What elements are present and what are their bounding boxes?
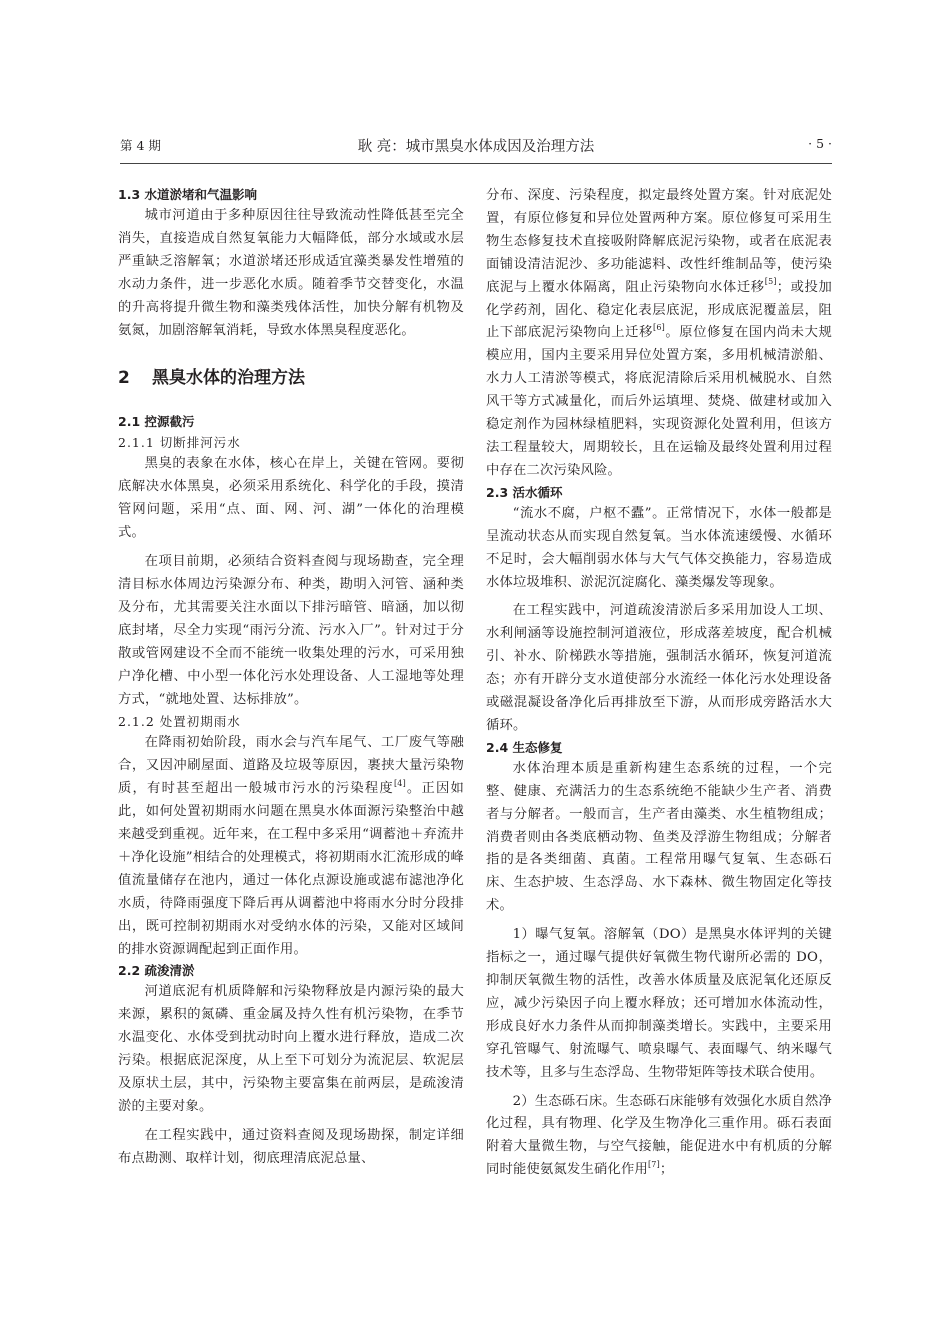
section-heading-2-2: 2.2 疏浚清淤 bbox=[118, 963, 195, 979]
section-heading-2-3: 2.3 活水循环 bbox=[486, 484, 563, 500]
section-heading-2 bbox=[118, 367, 464, 389]
paragraph: 黑臭的表象在水体，核心在岸上，关键在管网。要彻底解决水体黑臭，必须采用系统化、科学化的手段，摸清管网问题，采用“点、面、网、河、湖”一体化的治理模式。 bbox=[118, 456, 464, 541]
paragraph: 1）曝气复氧。溶解氧（DO）是黑臭水体评判的关键指标之一，通过曝气提供好氧微生物代谢所必需的 DO，抑制厌氧微生物的活性，改善水体质量及底泥氧化还原反应，减少污染因子向上覆水释放；还可增加水体流动性，形成良好水力条件从而抑制藻类增长。实践中，主要采用穿孔管曝气、射流曝气、喷泉曝气、表面曝气、纳米曝气技术等，且多与生态浮岛、生物带矩阵等技术联合使用。 bbox=[486, 927, 832, 1080]
paragraph: 水体治理本质是重新构建生态系统的过程，一个完整、健康、充满活力的生态系统绝不能缺少生产者、消费者与分解者。一般而言，生产者由藻类、水生植物组成；消费者则由各类底栖动物、鱼类及浮游生物组成；分解者指的是各类细菌、真菌。工程常用曝气复氧、生态砾石床、生态护坡、生态浮岛、水下森林、微生物固定化等技术。 bbox=[486, 760, 832, 914]
citation-ref: [6] bbox=[653, 323, 665, 333]
paragraph: 在工程实践中，河道疏浚清淤后多采用加设人工坝、水利闸涵等设施控制河道液位，形成落差坡度，配合机械引、补水、阶梯跌水等措施，强制活水循环，恢复河道流态；亦有开辟分支水道使部分水流经一体化污水处理设备或磁混凝设备净化后再排放至下游，从而形成旁路活水大循环。 bbox=[486, 603, 832, 733]
paragraph bbox=[486, 1091, 832, 1183]
paragraph: 在工程实践中，通过资料查阅及现场勘探，制定详细布点勘测、取样计划，彻底理清底泥总量、 bbox=[118, 1127, 464, 1166]
section-title: 黑臭水体的治理方法 bbox=[152, 368, 305, 389]
section-heading-2-4: 2.4 生态修复 bbox=[486, 739, 563, 755]
right-column bbox=[486, 185, 832, 1182]
paragraph-text: 。原位修复在国内尚未大规模应用，国内主要采用异位处置方案，多用机械清淤船、水力人工清淤等模式，将底泥清除后采用机械脱水、自然风干等方式减量化，而后外运填埋、焚烧、做建材或加入稳定剂作为园林绿植肥料，实现资源化处置利用，但该方法工程量较大，周期较长，且在运输及最终处置利用过程中存在二次污染风险。 bbox=[486, 325, 832, 478]
citation-ref: [5] bbox=[764, 277, 777, 287]
paragraph: “流水不腐，户枢不蠹”。正常情况下，水体一般都是呈流动状态从而实现自然复氧。当水体流速缓慢、水循环不足时，会大幅削弱水体与大气气体交换能力，容易造成水体垃圾堆积、淤泥沉淀腐化、藻类爆发等现象。 bbox=[486, 505, 832, 590]
paragraph-continued bbox=[486, 185, 832, 483]
paragraph-text: 分布、深度、污染程度，拟定最终处置方案。针对底泥处置，有原位修复和异位处置两种方案。原位修复可采用生物生态修复技术直接吸附降解底泥污染物，或者在底泥表面铺设清洁泥沙、多功能滤料、改性纤维制品等，使污染底泥与上覆水体隔离，阻止污染物向水体迁移 bbox=[486, 188, 832, 295]
page-number: · 5 · bbox=[808, 136, 832, 151]
section-heading-1-3: 1.3 水道淤堵和气温影响 bbox=[118, 187, 257, 202]
subsection-heading-2-1-1: 2.1.1 切断排河污水 bbox=[118, 435, 241, 451]
header-rule bbox=[120, 163, 832, 164]
citation-ref: [4] bbox=[393, 778, 406, 788]
left-column bbox=[118, 185, 464, 1171]
paragraph: 在项目前期，必须结合资料查阅与现场勘查，完全理清目标水体周边污染源分布、种类，勘明入河管、涵种类及分布，尤其需要关注水面以下排污暗管、暗涵，加以彻底封堵，尽全力实现“雨污分流、污水入厂”。针对过于分散或管网建设不全而不能统一收集处理的污水，可采用独户净化槽、中小型一体化污水处理设备、人工湿地等处理方式，“就地处置、达标排放”。 bbox=[118, 554, 464, 707]
paragraph: 河道底泥有机质降解和污染物释放是内源污染的最大来源，累积的氮磷、重金属及持久性有机污染物，在季节水温变化、水体受到扰动时向上覆水进行释放，造成二次污染。根据底泥深度，从上至下可划分为流泥层、软泥层及原状土层，其中，污染物主要富集在前两层，是疏浚清淤的主要对象。 bbox=[118, 984, 464, 1114]
paragraph: 城市河道由于多种原因往往导致流动性降低甚至完全消失，直接造成自然复氧能力大幅降低，部分水域或水层严重缺乏溶解氧；水道淤堵还形成适宜藻类暴发性增殖的水动力条件，进一步恶化水质。随着季节交替变化，水温的升高将提升微生物和藻类残体活性，加快分解有机物及氨氮，加剧溶解氧消耗，导致水体黑臭程度恶化。 bbox=[118, 208, 464, 338]
citation-ref: [7] bbox=[647, 1159, 660, 1169]
paragraph-text: ； bbox=[659, 1162, 674, 1178]
running-title: 耿 亮：城市黑臭水体成因及治理方法 bbox=[357, 139, 595, 155]
section-number: 2 bbox=[118, 368, 130, 389]
paragraph-text: 。正因如此，如何处置初期雨水问题在黑臭水体面源污染整治中越来越受到重视。近年来，在工程中多采用“调蓄池＋弃流井＋净化设施”相结合的处理模式，将初期雨水汇流形成的峰值流量储存在池内，通过一体化点源设施或滤布滤池净化水质，待降雨强度下降后再从调蓄池中将雨水分时分段排出，既可控制初期雨水对受纳水体的污染，又能对区域间的排水资源调配起到正面作用。 bbox=[118, 781, 464, 957]
issue-number: 第 4 期 bbox=[120, 138, 161, 153]
section-heading-2-1: 2.1 控源截污 bbox=[118, 414, 195, 430]
paragraph-text: ；或投加化学药剂，固化、稳定化表层底泥，形成底泥覆盖层，阻止下部底泥污染物向上迁移 bbox=[486, 279, 832, 341]
running-header bbox=[120, 136, 832, 156]
paragraph-text: 在降雨初始阶段，雨水会与汽车尾气、工厂废气等融合，又因冲刷屋面、道路及垃圾等原因，裹挟大量污染物质，有时甚至超出一般城市污水的污染程度 bbox=[118, 735, 464, 797]
paragraph-text: 2）生态砾石床。生态砾石床能够有效强化水质自然净化过程，具有物理、化学及生物净化三重作用。砾石表面附着大量微生物，与空气接触，能促进水中有机质的分解同时能使氨氮发生硝化作用 bbox=[486, 1093, 832, 1178]
subsection-heading-2-1-2: 2.1.2 处置初期雨水 bbox=[118, 714, 241, 730]
paragraph bbox=[118, 732, 464, 961]
